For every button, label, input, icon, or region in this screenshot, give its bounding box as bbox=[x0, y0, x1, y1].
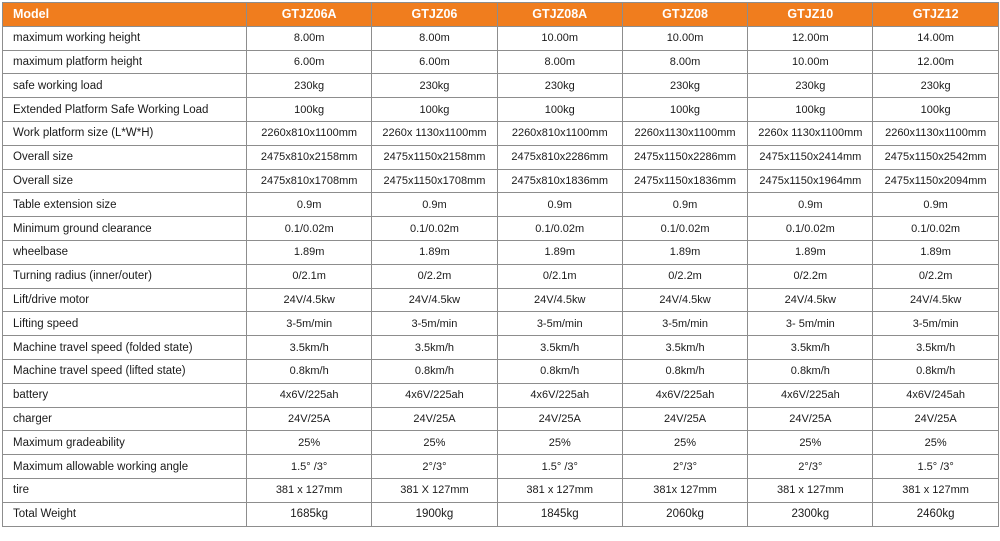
table-row bbox=[3, 217, 999, 241]
cell-value: 24V/4.5kw bbox=[497, 288, 622, 312]
cell-value: 24V/25A bbox=[247, 407, 372, 431]
table-row bbox=[3, 502, 999, 526]
cell-value: 2475x810x1708mm bbox=[247, 169, 372, 193]
cell-value: 4x6V/225ah bbox=[247, 383, 372, 407]
cell-value: 0.1/0.02m bbox=[748, 217, 873, 241]
cell-value: 6.00m bbox=[372, 50, 497, 74]
table-row bbox=[3, 431, 999, 455]
cell-value: 2300kg bbox=[748, 502, 873, 526]
cell-value: 100kg bbox=[497, 98, 622, 122]
cell-value: 3-5m/min bbox=[622, 312, 747, 336]
cell-value: 8.00m bbox=[247, 26, 372, 50]
cell-value: 3.5km/h bbox=[748, 336, 873, 360]
cell-value: 10.00m bbox=[497, 26, 622, 50]
cell-value: 1.89m bbox=[748, 240, 873, 264]
cell-value: 381 x 127mm bbox=[873, 478, 998, 502]
cell-value: 0.9m bbox=[247, 193, 372, 217]
cell-value: 230kg bbox=[622, 74, 747, 98]
table-row bbox=[3, 288, 999, 312]
cell-value: 0/2.1m bbox=[497, 264, 622, 288]
cell-value: 0.9m bbox=[622, 193, 747, 217]
cell-value: 3-5m/min bbox=[497, 312, 622, 336]
cell-value: 12.00m bbox=[873, 50, 998, 74]
row-label: safe working load bbox=[3, 74, 247, 98]
cell-value: 4x6V/225ah bbox=[497, 383, 622, 407]
cell-value: 24V/4.5kw bbox=[622, 288, 747, 312]
cell-value: 381 x 127mm bbox=[497, 478, 622, 502]
cell-value: 1.5° /3° bbox=[497, 455, 622, 479]
row-label: Minimum ground clearance bbox=[3, 217, 247, 241]
cell-value: 3.5km/h bbox=[873, 336, 998, 360]
cell-value: 0.1/0.02m bbox=[372, 217, 497, 241]
cell-value: 230kg bbox=[372, 74, 497, 98]
column-header-3: GTJZ08 bbox=[622, 3, 747, 27]
table-row bbox=[3, 74, 999, 98]
column-header-4: GTJZ10 bbox=[748, 3, 873, 27]
cell-value: 6.00m bbox=[247, 50, 372, 74]
table-header bbox=[3, 3, 999, 27]
cell-value: 0.8km/h bbox=[372, 359, 497, 383]
cell-value: 0.8km/h bbox=[247, 359, 372, 383]
table-row bbox=[3, 169, 999, 193]
cell-value: 3.5km/h bbox=[372, 336, 497, 360]
cell-value: 100kg bbox=[748, 98, 873, 122]
cell-value: 25% bbox=[622, 431, 747, 455]
cell-value: 1.89m bbox=[873, 240, 998, 264]
column-header-5: GTJZ12 bbox=[873, 3, 998, 27]
cell-value: 230kg bbox=[247, 74, 372, 98]
cell-value: 0.8km/h bbox=[497, 359, 622, 383]
cell-value: 100kg bbox=[622, 98, 747, 122]
cell-value: 3-5m/min bbox=[247, 312, 372, 336]
table-row bbox=[3, 478, 999, 502]
cell-value: 25% bbox=[247, 431, 372, 455]
cell-value: 2475x810x1836mm bbox=[497, 169, 622, 193]
row-label: Lifting speed bbox=[3, 312, 247, 336]
table-row bbox=[3, 50, 999, 74]
cell-value: 3- 5m/min bbox=[748, 312, 873, 336]
table-row bbox=[3, 407, 999, 431]
cell-value: 14.00m bbox=[873, 26, 998, 50]
row-label: wheelbase bbox=[3, 240, 247, 264]
cell-value: 25% bbox=[497, 431, 622, 455]
cell-value: 2475x810x2158mm bbox=[247, 145, 372, 169]
cell-value: 1685kg bbox=[247, 502, 372, 526]
table-header-row bbox=[3, 3, 999, 27]
cell-value: 2475x1150x2158mm bbox=[372, 145, 497, 169]
cell-value: 1.89m bbox=[497, 240, 622, 264]
table-row bbox=[3, 264, 999, 288]
cell-value: 2°/3° bbox=[372, 455, 497, 479]
column-header-0: GTJZ06A bbox=[247, 3, 372, 27]
row-label: Overall size bbox=[3, 145, 247, 169]
cell-value: 1.89m bbox=[247, 240, 372, 264]
table-row bbox=[3, 336, 999, 360]
cell-value: 2460kg bbox=[873, 502, 998, 526]
cell-value: 24V/4.5kw bbox=[873, 288, 998, 312]
cell-value: 2260x810x1100mm bbox=[247, 121, 372, 145]
cell-value: 25% bbox=[873, 431, 998, 455]
cell-value: 24V/4.5kw bbox=[372, 288, 497, 312]
cell-value: 12.00m bbox=[748, 26, 873, 50]
cell-value: 100kg bbox=[873, 98, 998, 122]
table-row bbox=[3, 193, 999, 217]
table-body bbox=[3, 26, 999, 526]
row-label: battery bbox=[3, 383, 247, 407]
cell-value: 3.5km/h bbox=[622, 336, 747, 360]
cell-value: 0/2.2m bbox=[748, 264, 873, 288]
cell-value: 25% bbox=[748, 431, 873, 455]
cell-value: 100kg bbox=[247, 98, 372, 122]
cell-value: 4x6V/225ah bbox=[748, 383, 873, 407]
row-label: Turning radius (inner/outer) bbox=[3, 264, 247, 288]
row-label: Machine travel speed (folded state) bbox=[3, 336, 247, 360]
cell-value: 2260x1130x1100mm bbox=[873, 121, 998, 145]
cell-value: 100kg bbox=[372, 98, 497, 122]
cell-value: 8.00m bbox=[622, 50, 747, 74]
table-row bbox=[3, 240, 999, 264]
row-label: Maximum allowable working angle bbox=[3, 455, 247, 479]
table-row bbox=[3, 121, 999, 145]
cell-value: 2475x1150x2542mm bbox=[873, 145, 998, 169]
table-row bbox=[3, 359, 999, 383]
column-header-2: GTJZ08A bbox=[497, 3, 622, 27]
cell-value: 381x 127mm bbox=[622, 478, 747, 502]
cell-value: 230kg bbox=[873, 74, 998, 98]
cell-value: 3-5m/min bbox=[873, 312, 998, 336]
row-label: Table extension size bbox=[3, 193, 247, 217]
cell-value: 10.00m bbox=[622, 26, 747, 50]
cell-value: 1.5° /3° bbox=[247, 455, 372, 479]
cell-value: 4x6V/225ah bbox=[372, 383, 497, 407]
cell-value: 2475x1150x2094mm bbox=[873, 169, 998, 193]
table-row bbox=[3, 145, 999, 169]
cell-value: 10.00m bbox=[748, 50, 873, 74]
cell-value: 381 X 127mm bbox=[372, 478, 497, 502]
cell-value: 381 x 127mm bbox=[748, 478, 873, 502]
column-header-1: GTJZ06 bbox=[372, 3, 497, 27]
row-label: Overall size bbox=[3, 169, 247, 193]
cell-value: 3.5km/h bbox=[497, 336, 622, 360]
cell-value: 2475x1150x1708mm bbox=[372, 169, 497, 193]
table-row bbox=[3, 383, 999, 407]
cell-value: 8.00m bbox=[497, 50, 622, 74]
cell-value: 0.1/0.02m bbox=[247, 217, 372, 241]
cell-value: 2°/3° bbox=[622, 455, 747, 479]
cell-value: 24V/25A bbox=[372, 407, 497, 431]
cell-value: 0.9m bbox=[873, 193, 998, 217]
cell-value: 0.9m bbox=[748, 193, 873, 217]
row-label: charger bbox=[3, 407, 247, 431]
cell-value: 0.8km/h bbox=[622, 359, 747, 383]
cell-value: 2475x1150x1964mm bbox=[748, 169, 873, 193]
cell-value: 0.1/0.02m bbox=[497, 217, 622, 241]
row-label: maximum platform height bbox=[3, 50, 247, 74]
cell-value: 1.89m bbox=[372, 240, 497, 264]
cell-value: 0.8km/h bbox=[873, 359, 998, 383]
column-header-model: Model bbox=[3, 3, 247, 27]
table-row bbox=[3, 98, 999, 122]
cell-value: 24V/25A bbox=[497, 407, 622, 431]
row-label: maximum working height bbox=[3, 26, 247, 50]
cell-value: 2475x1150x1836mm bbox=[622, 169, 747, 193]
cell-value: 2260x1130x1100mm bbox=[622, 121, 747, 145]
cell-value: 0/2.2m bbox=[873, 264, 998, 288]
specification-table bbox=[2, 2, 999, 527]
cell-value: 2260x 1130x1100mm bbox=[748, 121, 873, 145]
cell-value: 24V/4.5kw bbox=[748, 288, 873, 312]
cell-value: 24V/25A bbox=[622, 407, 747, 431]
cell-value: 2260x810x1100mm bbox=[497, 121, 622, 145]
cell-value: 24V/4.5kw bbox=[247, 288, 372, 312]
cell-value: 1.89m bbox=[622, 240, 747, 264]
table-row bbox=[3, 312, 999, 336]
cell-value: 24V/25A bbox=[873, 407, 998, 431]
cell-value: 230kg bbox=[497, 74, 622, 98]
cell-value: 3.5km/h bbox=[247, 336, 372, 360]
row-label: Extended Platform Safe Working Load bbox=[3, 98, 247, 122]
cell-value: 1845kg bbox=[497, 502, 622, 526]
cell-value: 24V/25A bbox=[748, 407, 873, 431]
row-label: Maximum gradeability bbox=[3, 431, 247, 455]
cell-value: 0.9m bbox=[372, 193, 497, 217]
cell-value: 0.8km/h bbox=[748, 359, 873, 383]
cell-value: 230kg bbox=[748, 74, 873, 98]
row-label: Machine travel speed (lifted state) bbox=[3, 359, 247, 383]
row-label: Total Weight bbox=[3, 502, 247, 526]
cell-value: 3-5m/min bbox=[372, 312, 497, 336]
cell-value: 0.1/0.02m bbox=[622, 217, 747, 241]
row-label: Work platform size (L*W*H) bbox=[3, 121, 247, 145]
cell-value: 2060kg bbox=[622, 502, 747, 526]
row-label: Lift/drive motor bbox=[3, 288, 247, 312]
table-row bbox=[3, 455, 999, 479]
cell-value: 0/2.2m bbox=[372, 264, 497, 288]
cell-value: 25% bbox=[372, 431, 497, 455]
cell-value: 2475x1150x2414mm bbox=[748, 145, 873, 169]
cell-value: 0.1/0.02m bbox=[873, 217, 998, 241]
cell-value: 381 x 127mm bbox=[247, 478, 372, 502]
table-row bbox=[3, 26, 999, 50]
row-label: tire bbox=[3, 478, 247, 502]
cell-value: 2°/3° bbox=[748, 455, 873, 479]
cell-value: 1900kg bbox=[372, 502, 497, 526]
cell-value: 2475x1150x2286mm bbox=[622, 145, 747, 169]
cell-value: 4x6V/225ah bbox=[622, 383, 747, 407]
cell-value: 8.00m bbox=[372, 26, 497, 50]
cell-value: 0.9m bbox=[497, 193, 622, 217]
cell-value: 0/2.1m bbox=[247, 264, 372, 288]
cell-value: 4x6V/245ah bbox=[873, 383, 998, 407]
cell-value: 2475x810x2286mm bbox=[497, 145, 622, 169]
cell-value: 0/2.2m bbox=[622, 264, 747, 288]
cell-value: 2260x 1130x1100mm bbox=[372, 121, 497, 145]
cell-value: 1.5° /3° bbox=[873, 455, 998, 479]
